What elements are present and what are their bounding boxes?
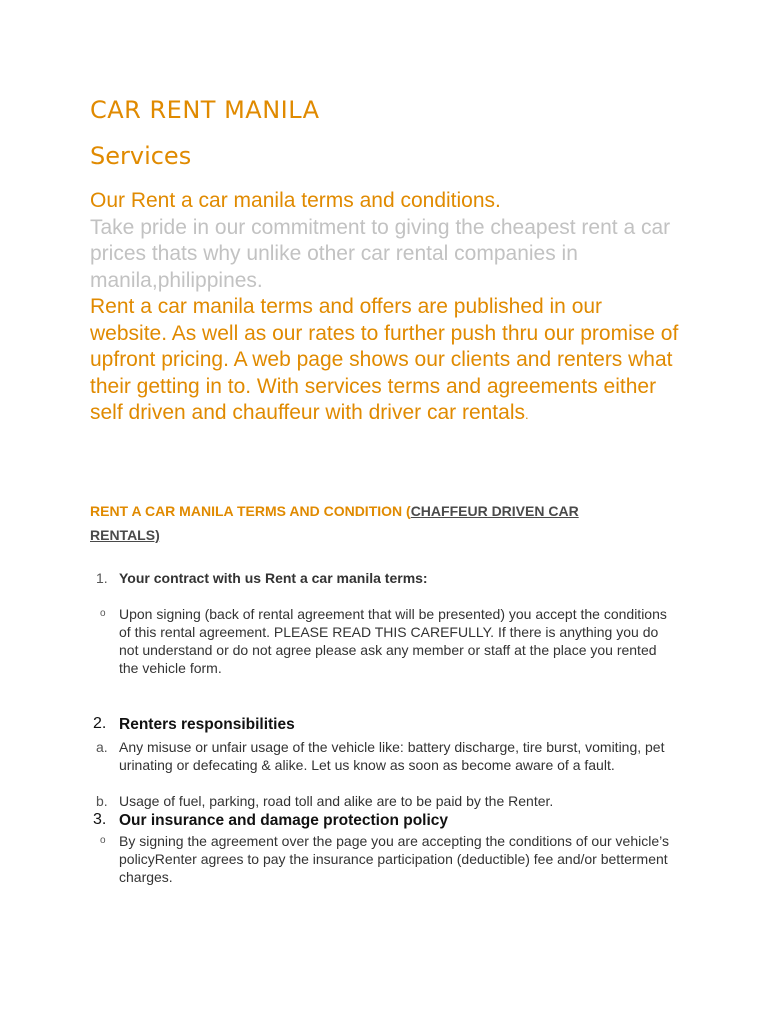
- section-1-title: Your contract with us Rent a car manila terms:: [119, 570, 428, 586]
- section-3-heading: [90, 812, 670, 830]
- bullet-icon: o: [100, 608, 106, 619]
- bullet-icon: o: [100, 835, 106, 846]
- terms-heading-lead: RENT A CAR MANILA TERMS AND CONDITION (: [90, 503, 411, 519]
- section-2-b-text: Usage of fuel, parking, road toll and alike are to be paid by the Renter.: [119, 793, 554, 809]
- services-heading: Services: [90, 142, 192, 170]
- section-1-number: 1.: [96, 570, 108, 586]
- intro-headline: Our Rent a car manila terms and conditions.: [90, 189, 501, 212]
- section-3-title: Our insurance and damage protection policy: [119, 812, 449, 829]
- intro-offer-end: .: [525, 407, 529, 422]
- section-3-bullet-item: [90, 832, 670, 886]
- section-2-item-a: [90, 738, 670, 774]
- section-2-title: Renters responsibilities: [119, 716, 295, 733]
- terms-heading: [90, 499, 650, 547]
- section-2-a-marker: a.: [96, 739, 108, 755]
- terms-heading-link[interactable]: CHAFFEUR DRIVEN CAR RENTALS): [90, 503, 579, 543]
- section-1-bullet-item: [90, 605, 670, 677]
- section-1-heading: [90, 569, 670, 587]
- section-2-b-marker: b.: [96, 793, 108, 809]
- section-1-text: Upon signing (back of rental agreement that will be presented) you accept the conditions of this rental agreement. PLEASE READ THIS CAREFULLY. If there is anything you do not understand or do not agree please ask any member or staff at the place you rented the vehicle form.: [119, 606, 667, 676]
- intro-pride-text: Take pride in our commitment to giving the cheapest rent a car prices thats why unlike other car rental companies in manila,philippines.: [90, 215, 671, 292]
- section-3-number: 3.: [93, 811, 107, 828]
- section-2-a-text: Any misuse or unfair usage of the vehicle like: battery discharge, tire burst, vomiting, pet urinating or defecating & alike. Let us know as soon as become aware of a fault.: [119, 739, 665, 773]
- intro-offer-paragraph: [90, 294, 680, 429]
- section-2-number: 2.: [93, 715, 107, 732]
- intro-block: [90, 188, 680, 429]
- section-2-item-b: [90, 792, 670, 810]
- section-3-text: By signing the agreement over the page you are accepting the conditions of our vehicle’s policyRenter agrees to pay the insurance participation (deductible) fee and/or betterment charges.: [119, 833, 669, 885]
- section-2-heading: [90, 716, 670, 734]
- intro-offer-text: Rent a car manila terms and offers are published in our website. As well as our rates to further push thru our promise of upfront pricing. A web page shows our clients and renters what their getting in to. With services terms and agreements either self driven and chauffeur with driver car rentals: [90, 295, 679, 424]
- brand-title: CAR RENT MANILA: [90, 96, 320, 124]
